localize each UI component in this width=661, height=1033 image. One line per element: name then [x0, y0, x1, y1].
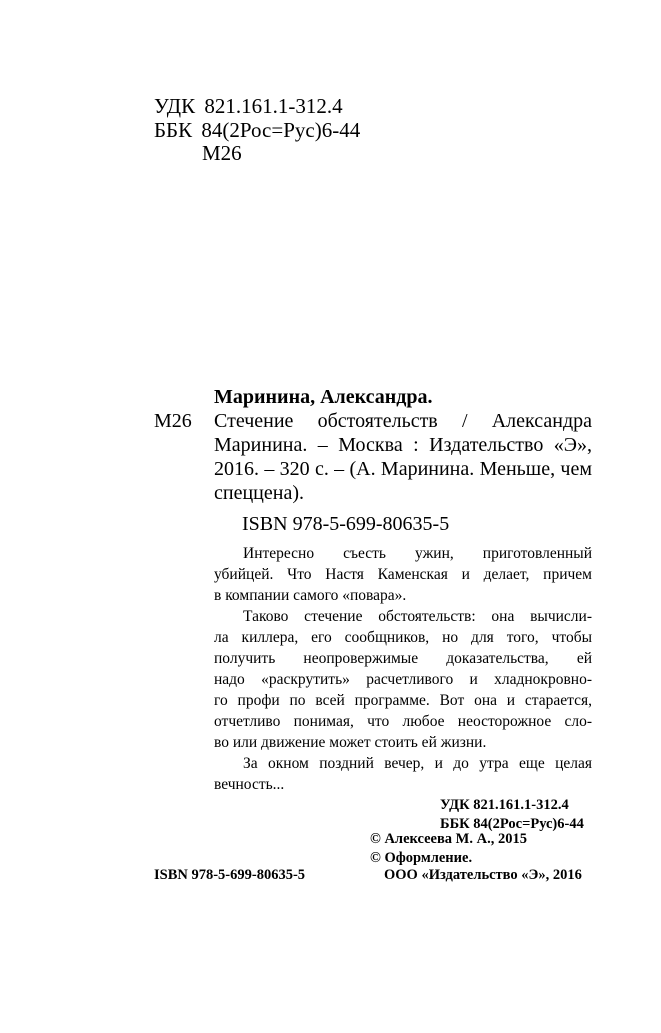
catalog-isbn: ISBN 978-5-699-80635-5: [242, 513, 450, 535]
copyright-author: © Алексеева М. А., 2015: [370, 831, 527, 847]
catalog-line-3: 2016. – 320 с. – (А. Маринина. Меньше, чем: [214, 458, 592, 480]
bbk-line: [154, 118, 360, 142]
bbk-value: 84(2Рос=Рус)6-44: [201, 118, 361, 142]
footer-bbk: ББК 84(2Рос=Рус)6-44: [440, 816, 584, 832]
footer-isbn: ISBN 978-5-699-80635-5: [154, 867, 306, 883]
annotation-p1-line-3: в компании самого «повара».: [214, 587, 407, 604]
author-mark-top: М26: [202, 141, 242, 165]
annotation-p2-line-2: ла киллера, его сообщников, но для того, чтобы: [214, 629, 592, 646]
catalog-line-2: Маринина. – Москва : Издательство «Э»,: [214, 434, 592, 456]
bbk-label: ББК: [154, 118, 193, 142]
footer-publisher: ООО «Издательство «Э», 2016: [384, 867, 582, 883]
udk-value: 821.161.1-312.4: [204, 94, 343, 118]
catalog-line-1: Стечение обстоятельств / Александра: [214, 410, 592, 432]
catalog-author-mark: М26: [154, 410, 192, 432]
annotation-p2-line-7: во или движение может стоить ей жизни.: [214, 734, 487, 751]
catalog-line-4: спеццена).: [214, 482, 304, 504]
annotation-p1-line-1: Интересно съесть ужин, приготовленный: [243, 545, 592, 562]
annotation-p2-line-4: надо «раскрутить» расчетливого и хладнокровно-: [214, 671, 592, 688]
copyright-design: © Оформление.: [370, 850, 473, 866]
annotation-p2-line-5: го профи по всей программе. Вот она и старается,: [214, 692, 592, 709]
annotation-p2-line-1: Таково стечение обстоятельств: она вычисли-: [243, 608, 592, 625]
udk-line: [154, 94, 343, 118]
catalog-heading: Маринина, Александра.: [214, 386, 433, 408]
annotation-p3-line-2: вечность...: [214, 776, 285, 793]
annotation-p3-line-1: За окном поздний вечер, и до утра еще целая: [243, 755, 592, 772]
annotation-p1-line-2: убийцей. Что Настя Каменская и делает, причем: [214, 566, 592, 583]
annotation-p2-line-6: отчетливо понимая, что любое неосторожное сло-: [214, 713, 592, 730]
udk-label: УДК: [154, 94, 196, 118]
footer-udk: УДК 821.161.1-312.4: [440, 797, 569, 813]
annotation-p2-line-3: получить неопровержимые доказательства, ей: [214, 650, 592, 667]
